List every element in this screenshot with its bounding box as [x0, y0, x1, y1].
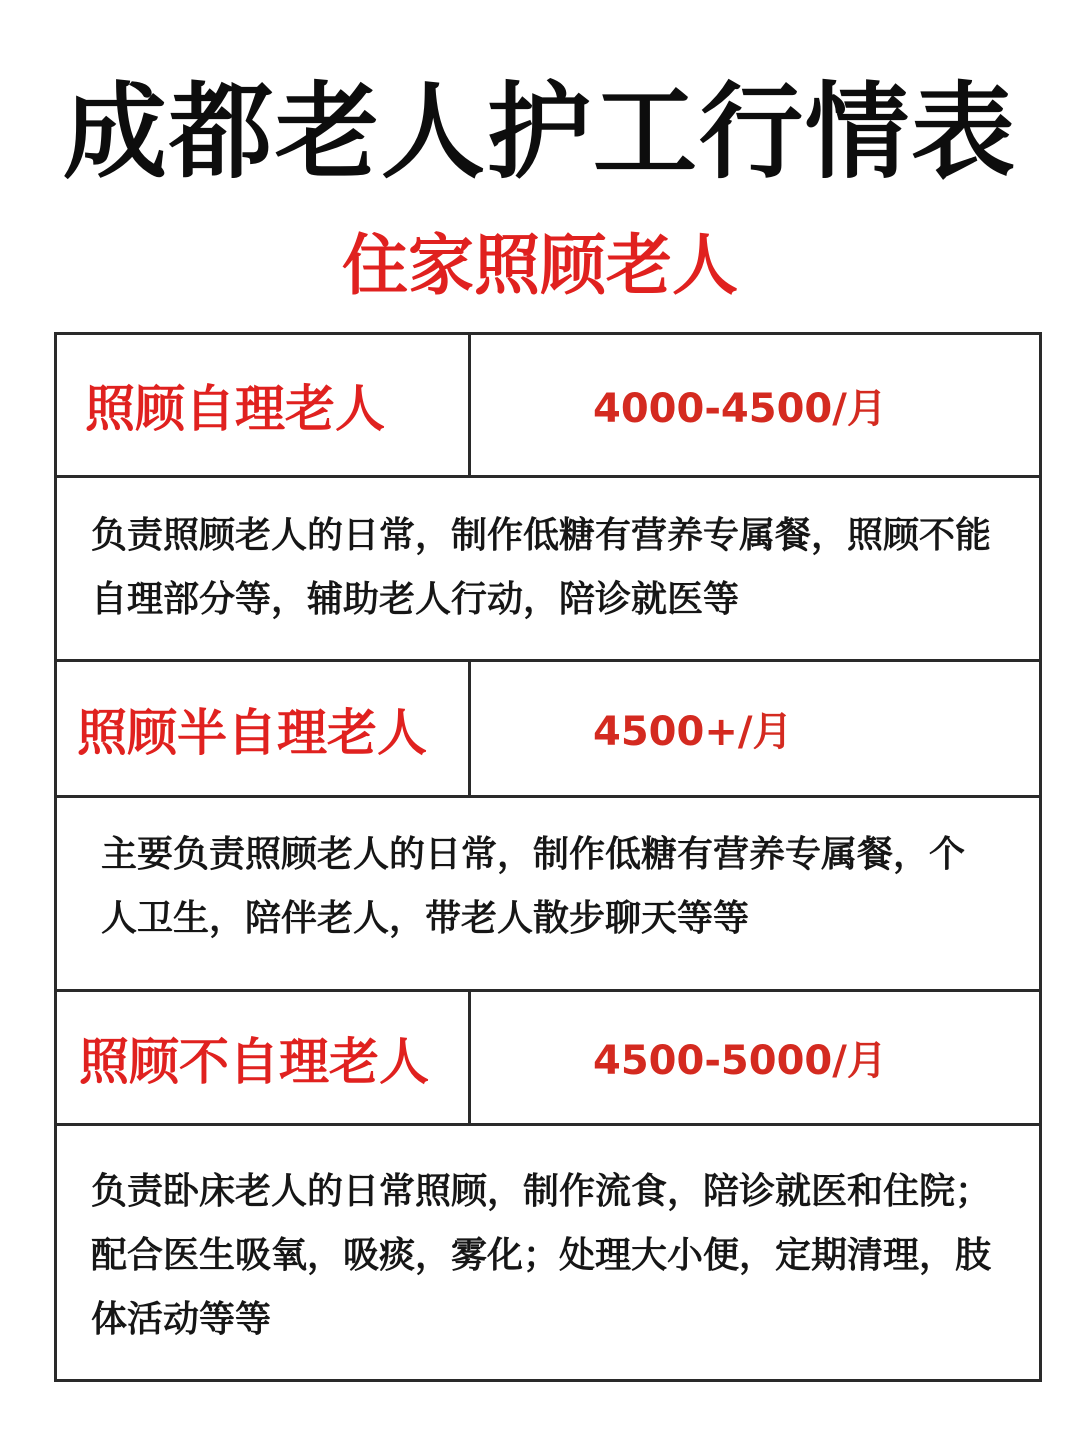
care-description: 主要负责照顾老人的日常，制作低糖有营养专属餐，个人卫生，陪伴老人，带老人散步聊天等等	[101, 834, 966, 939]
care-type-label: 照顾不自理老人	[57, 992, 471, 1123]
price-table	[54, 332, 1042, 1382]
care-description: 负责卧床老人的日常照顾，制作流食，陪诊就医和住院；配合医生吸氧，吸痰，雾化；处理大小便，定期清理，肢体活动等等	[91, 1171, 992, 1340]
table-row-semi-self-care	[57, 662, 1039, 798]
price-value: 4500-5000/月	[593, 1038, 887, 1084]
table-row-non-self-care	[57, 992, 1039, 1126]
description-row-self-care	[57, 478, 1039, 662]
table-row-self-care	[57, 335, 1039, 478]
care-type-label: 照顾自理老人	[57, 335, 471, 475]
care-type-label: 照顾半自理老人	[57, 662, 471, 795]
care-description: 负责照顾老人的日常，制作低糖有营养专属餐，照顾不能自理部分等，辅助老人行动，陪诊就医等	[91, 515, 992, 620]
price-value: 4500+/月	[593, 709, 793, 755]
description-row-semi-self-care	[57, 798, 1039, 992]
description-row-non-self-care	[57, 1126, 1039, 1379]
price-value: 4000-4500/月	[593, 385, 887, 432]
page-title: 成都老人护工行情表	[62, 71, 1017, 193]
page-subtitle: 住家照顾老人	[342, 227, 738, 304]
